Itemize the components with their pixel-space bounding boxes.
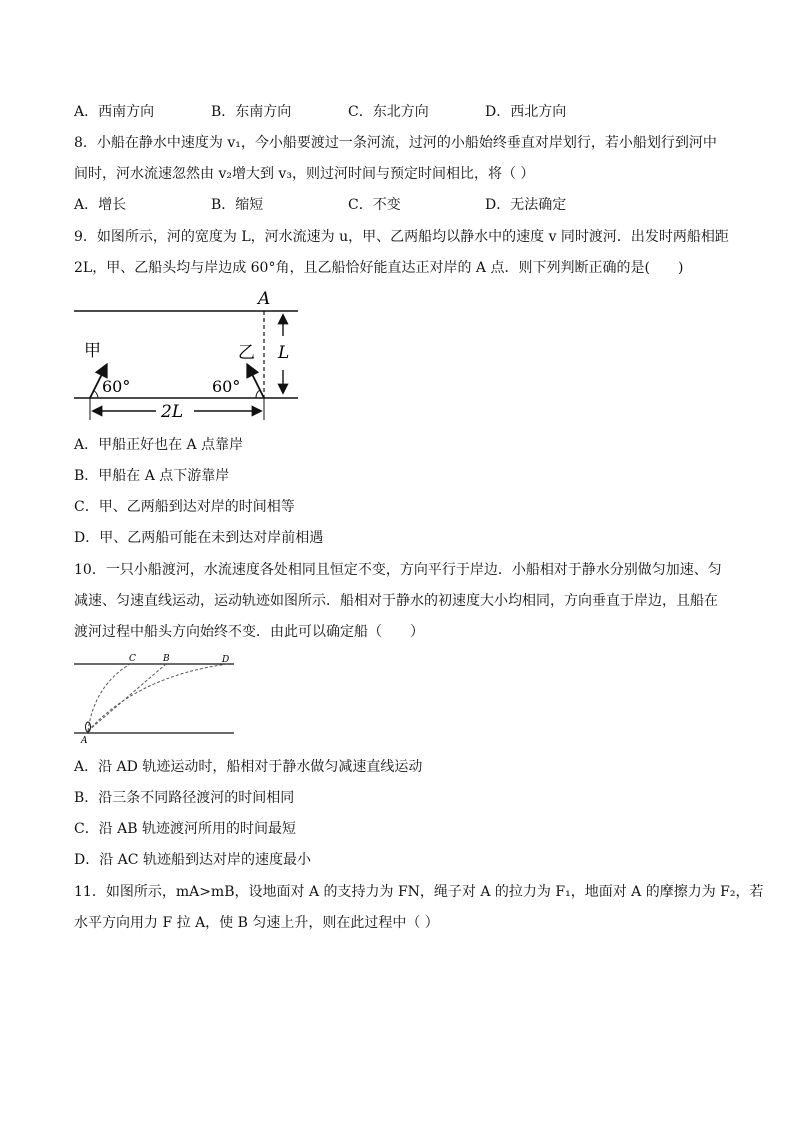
point-d-label: D — [222, 655, 230, 665]
q8-options — [74, 195, 622, 215]
q11-text-line1: 11．如图所示，mA>mB，设地面对 A 的支持力为 FN，绳子对 A 的拉力为 F₁，地面对 A 的摩擦力为 F₂，若 — [74, 884, 764, 900]
q10-text-line2: 减速、匀速直线运动，运动轨迹如图所示．船相对于静水的初速度大小均相同，方向垂直于岸边，且船在 — [74, 593, 718, 609]
angle-left-label: 60° — [102, 377, 131, 396]
q7-option-c: C．东北方向 — [348, 104, 429, 120]
trajectory-ad — [88, 664, 228, 731]
boat-yi-arrow — [248, 366, 264, 398]
q9-text-line1: 9．如图所示，河的宽度为 L，河水流速为 u，甲、乙两船均以静水中的速度 v 同时渡河．出发时两船相距 — [74, 229, 729, 245]
angle-arc-right — [256, 390, 260, 398]
q7-option-d: D．西北方向 — [485, 104, 567, 120]
q8-text-line1: 8．小船在静水中速度为 v₁，今小船要渡过一条河流，过河的小船始终垂直对岸划行，若小船划行到河中 — [74, 135, 717, 151]
q9-option-d: D．甲、乙两船可能在未到达对岸前相遇 — [74, 530, 324, 546]
point-a-label: A — [258, 289, 271, 309]
q9-option-b: B．甲船在 A 点下游靠岸 — [74, 468, 230, 484]
boat-yi-label: 乙 — [238, 343, 255, 363]
q8-option-d: D．无法确定 — [485, 197, 567, 213]
q8-option-a: A．增长 — [74, 197, 127, 213]
q7-options — [74, 102, 622, 122]
river-boats-figure — [70, 286, 310, 428]
q7-option-a: A．西南方向 — [74, 104, 155, 120]
q8-option-c: C．不变 — [348, 197, 401, 213]
width-l-label: L — [278, 343, 290, 363]
q10-text-line1: 10．一只小船渡河，水流速度各处相同且恒定不变，方向平行于岸边．小船相对于静水分别做匀加速、匀 — [74, 562, 722, 578]
boat-trajectory-figure — [72, 652, 238, 744]
angle-right-label: 60° — [212, 377, 241, 396]
q9-option-a: A．甲船正好也在 A 点靠岸 — [74, 437, 244, 453]
boat-jia-label: 甲 — [84, 341, 101, 361]
q10-option-d: D．沿 AC 轨迹船到达对岸的速度最小 — [74, 852, 311, 868]
trajectory-ac — [88, 664, 130, 731]
q10-option-a: A．沿 AD 轨迹运动时，船相对于静水做匀减速直线运动 — [74, 759, 423, 775]
q9-option-c: C．甲、乙两船到达对岸的时间相等 — [74, 499, 295, 515]
q8-option-b: B．缩短 — [211, 197, 264, 213]
q10-option-c: C．沿 AB 轨迹渡河所用的时间最短 — [74, 821, 297, 837]
point-b-label: B — [163, 654, 170, 664]
point-a-label: A — [81, 736, 88, 744]
q9-text-line2: 2L，甲、乙船头均与岸边成 60°角，且乙船恰好能直达正对岸的 A 点．则下列判断正确的是( ) — [74, 260, 684, 276]
q7-option-b: B．东南方向 — [211, 104, 292, 120]
span-2l-label: 2L — [161, 402, 184, 422]
q10-option-b: B．沿三条不同路径渡河的时间相同 — [74, 790, 295, 806]
q8-text-line2: 间时，河水流速忽然由 v₂增大到 v₃，则过河时间与预定时间相比，将（ ） — [74, 166, 535, 182]
trajectory-ab — [88, 664, 166, 731]
point-c-label: C — [129, 654, 136, 664]
q11-text-line2: 水平方向用力 F 拉 A，使 B 匀速上升，则在此过程中（ ） — [74, 915, 439, 931]
q10-text-line3: 渡河过程中船头方向始终不变．由此可以确定船（ ） — [74, 624, 424, 640]
